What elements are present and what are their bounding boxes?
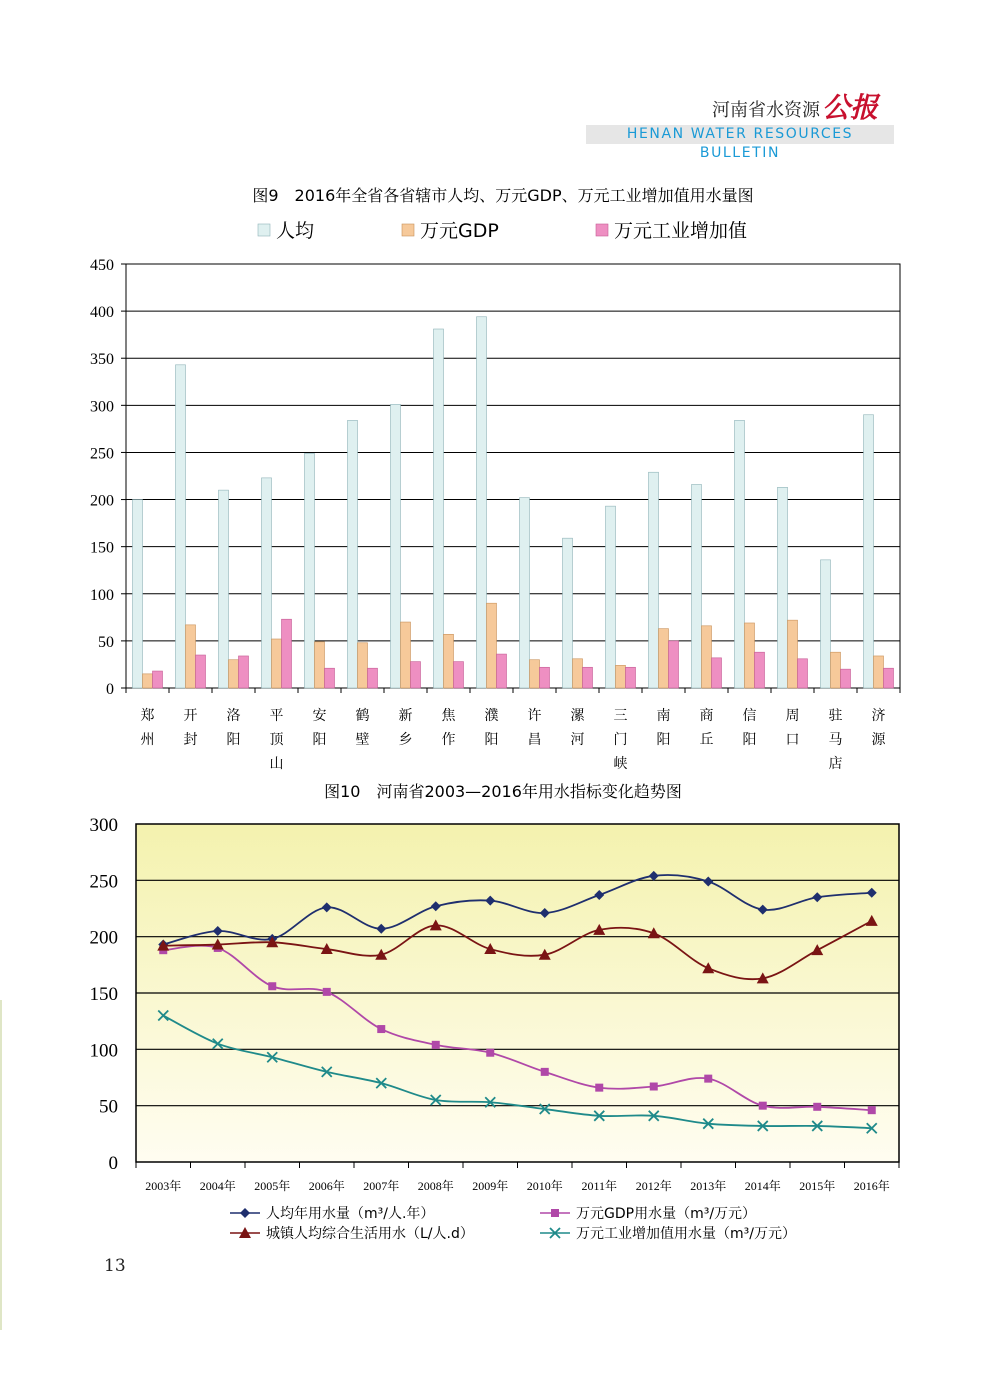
fig9-bar	[649, 472, 659, 688]
fig10-point	[432, 1041, 440, 1049]
fig10-y-tick-label: 300	[89, 815, 118, 836]
fig9-bar	[411, 662, 421, 688]
fig9-category-label: 安	[312, 708, 327, 724]
fig10-point	[541, 1068, 549, 1076]
fig9-bar	[563, 538, 573, 688]
fig9-bar	[477, 317, 487, 688]
fig9-category-label: 源	[871, 732, 886, 748]
fig9-bar	[143, 674, 153, 688]
fig9-bar	[401, 622, 411, 688]
fig10-point	[377, 1025, 385, 1033]
fig10-point	[323, 988, 331, 996]
fig10-x-tick-label: 2012年	[635, 1179, 672, 1193]
fig10-x-tick-label: 2016年	[853, 1179, 890, 1193]
fig9-bar	[831, 652, 841, 688]
fig10-x-tick-label: 2014年	[744, 1179, 781, 1193]
fig9-bar	[196, 655, 206, 688]
fig9-bar	[745, 623, 755, 688]
fig9-bar	[659, 629, 669, 688]
bulletin-title-en: HENAN WATER RESOURCES BULLETIN	[586, 125, 894, 144]
fig9-bar	[606, 506, 616, 688]
fig9-bar	[798, 659, 808, 688]
fig9-bar	[315, 642, 325, 688]
fig10-legend-item	[230, 1225, 474, 1242]
fig9-bar	[434, 329, 444, 688]
fig10-x-tick-label: 2013年	[690, 1179, 727, 1193]
fig9-bar	[520, 498, 530, 688]
fig9-bar	[176, 365, 186, 688]
fig9-category-label: 昌	[527, 732, 542, 748]
fig9-bar	[186, 625, 196, 688]
fig10-legend-label: 万元工业增加值用水量（m³/万元）	[576, 1226, 796, 1242]
fig9-bar	[884, 668, 894, 688]
fig9-bar	[229, 660, 239, 688]
fig9-category-label: 峡	[613, 756, 628, 772]
fig10-legend-item	[540, 1225, 796, 1242]
fig9-category-label: 山	[269, 756, 284, 772]
fig9-y-tick-label: 400	[90, 304, 114, 322]
fig10-x-tick-label: 2003年	[145, 1179, 182, 1193]
fig9-category-label: 郑	[140, 708, 155, 724]
fig10-point	[704, 1075, 712, 1083]
fig10-y-tick-label: 150	[89, 984, 118, 1005]
fig9-bar	[219, 490, 229, 688]
fig9-bar	[735, 420, 745, 688]
fig9-category-label: 驻	[828, 708, 843, 724]
fig9-category-label: 洛	[226, 708, 241, 724]
page-number: 13	[104, 1256, 126, 1276]
fig9-category-label: 信	[742, 708, 757, 724]
fig10-point	[240, 1208, 250, 1218]
fig9-category-label: 许	[527, 708, 542, 724]
fig9-category-label: 店	[828, 756, 843, 772]
fig9-bar	[487, 603, 497, 688]
fig10-point	[868, 1106, 876, 1114]
fig9-category-label: 丘	[699, 732, 714, 748]
fig10-x-tick-label: 2004年	[199, 1179, 236, 1193]
fig10-x-tick-label: 2006年	[308, 1179, 345, 1193]
bulletin-title-cn: 河南省水资源	[712, 100, 820, 121]
fig9-category-label: 开	[183, 708, 198, 724]
bulletin-logo: 公报	[822, 91, 879, 124]
fig9-category-label: 门	[613, 732, 628, 748]
fig10-legend-label: 万元GDP用水量（m³/万元）	[576, 1206, 757, 1222]
fig9-bar	[540, 667, 550, 688]
fig10-y-tick-label: 250	[89, 871, 118, 893]
fig9-category-label: 乡	[398, 732, 413, 748]
fig9-y-tick-label: 250	[90, 445, 114, 463]
fig9-legend-label: 万元工业增加值	[614, 220, 748, 242]
fig9-bar	[282, 619, 292, 688]
fig9-bar	[778, 487, 788, 688]
fig9-y-tick-label: 0	[106, 681, 114, 698]
fig9-bar	[305, 453, 315, 688]
figure-10-line-chart	[0, 810, 1006, 1250]
fig9-category-label: 马	[828, 732, 843, 748]
fig9-category-label: 漯	[570, 708, 585, 724]
fig9-legend-swatch	[258, 224, 270, 236]
fig9-y-tick-label: 150	[90, 539, 114, 557]
fig9-legend-swatch	[402, 224, 414, 236]
fig9-category-label: 阳	[226, 732, 241, 748]
fig9-bar	[583, 667, 593, 688]
fig9-bar	[454, 662, 464, 688]
figure-9-title: 图9 2016年全省各省辖市人均、万元GDP、万元工业增加值用水量图	[252, 186, 754, 205]
fig9-category-label: 阳	[656, 732, 671, 748]
fig9-category-label: 新	[398, 708, 413, 724]
fig9-y-tick-label: 100	[90, 586, 114, 604]
page-edge-rule	[0, 1000, 2, 1330]
fig9-legend-label: 人均	[276, 220, 315, 242]
fig10-y-tick-label: 200	[89, 927, 118, 949]
fig9-bar	[348, 420, 358, 688]
fig10-y-tick-label: 100	[89, 1040, 118, 1062]
fig10-point	[759, 1102, 767, 1110]
fig9-legend-label: 万元GDP	[420, 220, 499, 242]
fig9-category-label: 河	[570, 732, 585, 748]
fig9-bar	[755, 652, 765, 688]
fig9-y-tick-label: 50	[98, 633, 114, 651]
figure-9-bar-chart	[0, 210, 1006, 775]
fig9-bar	[864, 415, 874, 688]
fig10-point	[650, 1083, 658, 1091]
fig9-bar	[497, 654, 507, 688]
fig9-bar	[669, 641, 679, 688]
fig9-category-label: 三	[613, 708, 628, 724]
fig9-category-label: 鹤	[355, 708, 370, 724]
fig9-bar	[325, 668, 335, 688]
fig9-bar	[358, 643, 368, 688]
fig9-y-tick-label: 450	[90, 257, 114, 274]
fig9-bar	[133, 500, 143, 688]
fig10-x-tick-label: 2010年	[526, 1179, 563, 1193]
fig9-category-label: 阳	[312, 732, 327, 748]
figure-10-title: 图10 河南省2003—2016年用水指标变化趋势图	[324, 782, 682, 801]
fig9-bar	[788, 620, 798, 688]
fig10-x-tick-label: 2015年	[799, 1179, 836, 1193]
fig9-bar	[626, 667, 636, 688]
fig9-category-label: 周	[785, 708, 800, 724]
fig9-category-label: 商	[699, 708, 714, 724]
fig9-bar	[702, 626, 712, 688]
fig10-x-tick-label: 2007年	[363, 1179, 400, 1193]
fig10-x-tick-label: 2008年	[417, 1179, 454, 1193]
fig9-bar	[239, 656, 249, 688]
fig10-x-tick-label: 2011年	[581, 1179, 618, 1193]
fig9-bar	[616, 665, 626, 688]
fig9-category-label: 南	[656, 708, 671, 724]
fig10-legend-label: 人均年用水量（m³/人.年）	[266, 1206, 435, 1222]
fig9-bar	[821, 560, 831, 688]
fig10-point	[486, 1049, 494, 1057]
fig10-legend-label: 城镇人均综合生活用水（L/人.d）	[266, 1226, 474, 1242]
fig9-category-label: 阳	[484, 732, 499, 748]
fig10-point	[268, 982, 276, 990]
fig10-y-tick-label: 0	[108, 1153, 118, 1174]
fig9-y-tick-label: 350	[90, 351, 114, 369]
fig9-category-label: 阳	[742, 732, 757, 748]
fig9-category-label: 平	[269, 708, 284, 724]
fig9-bar	[841, 669, 851, 688]
fig9-category-label: 济	[871, 708, 886, 724]
fig9-bar	[444, 634, 454, 688]
fig9-bar	[874, 656, 884, 688]
fig10-point	[595, 1084, 603, 1092]
fig9-category-label: 濮	[484, 708, 499, 724]
fig9-bar	[272, 639, 282, 688]
fig9-category-label: 州	[140, 732, 155, 748]
fig9-category-label: 焦	[441, 708, 456, 724]
fig10-legend-item	[230, 1205, 434, 1222]
fig10-y-tick-label: 50	[99, 1096, 118, 1118]
fig10-x-tick-label: 2005年	[254, 1179, 291, 1193]
fig9-bar	[692, 484, 702, 688]
fig9-bar	[391, 404, 401, 688]
fig9-y-tick-label: 300	[90, 398, 114, 416]
fig10-x-tick-label: 2009年	[472, 1179, 509, 1193]
fig10-legend-item	[540, 1205, 756, 1222]
fig9-bar	[153, 671, 163, 688]
fig9-bar	[530, 660, 540, 688]
fig9-category-label: 封	[183, 732, 198, 748]
fig10-point	[813, 1103, 821, 1111]
fig10-point	[551, 1209, 559, 1217]
fig9-bar	[573, 659, 583, 688]
fig9-bar	[262, 478, 272, 688]
fig9-category-label: 顶	[269, 732, 284, 748]
fig9-category-label: 壁	[355, 732, 370, 748]
fig9-legend-swatch	[596, 224, 608, 236]
fig9-category-label: 口	[785, 732, 800, 748]
fig9-bar	[712, 658, 722, 688]
fig9-category-label: 作	[441, 732, 456, 748]
fig9-y-tick-label: 200	[90, 492, 114, 510]
fig9-bar	[368, 668, 378, 688]
